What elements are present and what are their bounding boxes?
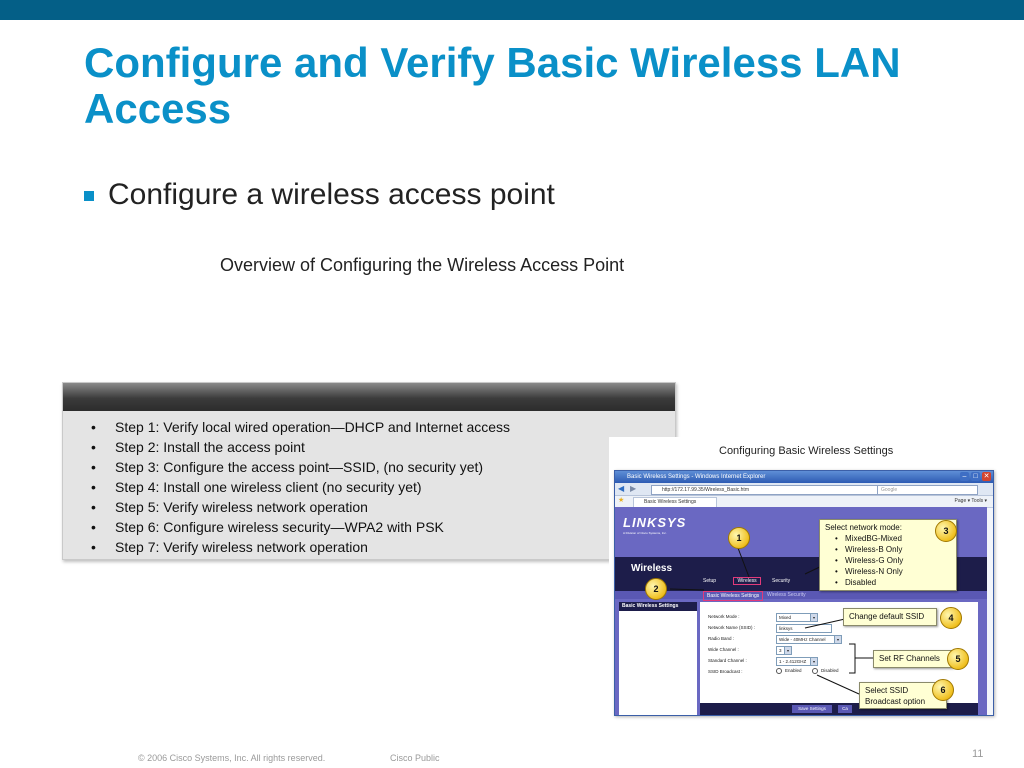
footer-copyright: © 2006 Cisco Systems, Inc. All rights reserved.	[138, 753, 326, 763]
field-label: SSID Broadcast :	[708, 669, 743, 674]
field-value: Mixed	[779, 615, 792, 620]
subtab-basic-wireless[interactable]: Basic Wireless Settings	[703, 591, 763, 601]
steps-panel	[62, 382, 676, 560]
step-badge-2: 2	[645, 578, 667, 600]
bullet-text: Configure a wireless access point	[108, 178, 555, 211]
mode-item: • Wireless-N Only	[845, 566, 951, 577]
maximize-icon[interactable]: □	[971, 472, 980, 481]
field-label: Network Mode :	[708, 614, 740, 619]
field-value: Wide - 40MHz Channel	[779, 637, 826, 642]
step-item: • Step 5: Verify wireless network operation	[115, 497, 675, 517]
callout-line: Select SSID	[865, 686, 909, 695]
minimize-icon[interactable]: –	[960, 472, 969, 481]
top-banner	[0, 0, 1024, 20]
step-badge-6: 6	[932, 679, 954, 701]
left-pane-header: Basic Wireless Settings	[619, 602, 697, 611]
radio-label: Disabled	[821, 668, 839, 674]
ssid-input[interactable]: linksys	[776, 624, 832, 633]
cancel-button[interactable]: Ca	[838, 705, 852, 713]
field-value: 1 - 2.412GHZ	[779, 659, 807, 664]
step-badge-4: 4	[940, 607, 962, 629]
arrow-2	[670, 589, 704, 590]
field-label: Standard Channel :	[708, 658, 747, 663]
save-settings-button[interactable]: Save Settings	[792, 705, 832, 713]
mode-item: • Wireless-G Only	[845, 555, 951, 566]
forward-icon[interactable]: ▶	[630, 484, 637, 493]
field-label: Wide Channel :	[708, 647, 739, 652]
step-item: • Step 4: Install one wireless client (no security yet)	[115, 477, 675, 497]
step-item: • Step 2: Install the access point	[115, 437, 675, 457]
chevron-down-icon: ▾	[834, 636, 841, 643]
section-title: Wireless	[631, 563, 673, 574]
wireless-settings-figure	[609, 437, 999, 721]
arrow-1	[738, 548, 749, 577]
linksys-logo: LINKSYS	[623, 515, 687, 530]
close-icon[interactable]: ✕	[983, 473, 990, 480]
callout-heading: Select network mode:	[825, 523, 902, 532]
callout-ssid: Change default SSID	[843, 608, 937, 626]
figure-title: Overview of Configuring the Wireless Access Point	[220, 255, 625, 275]
field-value: 3	[779, 648, 782, 653]
steps-list	[63, 417, 675, 557]
mode-item: • MixedBG-Mixed	[845, 533, 951, 544]
address-bar[interactable]: http://172.17.99.35/Wireless_Basic.htm	[651, 485, 883, 495]
subtab-wireless-security[interactable]: Wireless Security	[767, 592, 806, 598]
window-title: Basic Wireless Settings - Windows Internet Explorer	[627, 474, 766, 480]
mode-item: • Disabled	[845, 577, 951, 588]
field-label: Radio Band :	[708, 636, 735, 641]
step-badge-3: 3	[935, 520, 957, 542]
step-item: • Step 1: Verify local wired operation—DHCP and Internet access	[115, 417, 675, 437]
step-item: • Step 7: Verify wireless network operation	[115, 537, 675, 557]
steps-panel-header	[63, 383, 675, 411]
mode-list	[825, 533, 951, 588]
back-icon[interactable]: ◀	[618, 484, 625, 493]
bullet-item	[84, 178, 555, 212]
favorites-star-icon[interactable]: ★	[618, 497, 625, 504]
chevron-down-icon: ▾	[784, 647, 791, 654]
step-badge-5: 5	[947, 648, 969, 670]
slide-title: Configure and Verify Basic Wireless LAN Access	[84, 39, 901, 132]
tab-setup[interactable]: Setup	[703, 578, 717, 584]
logo-subtitle: A Division of Cisco Systems, Inc.	[623, 531, 667, 535]
tab-wireless[interactable]: Wireless	[733, 577, 760, 585]
arrow-6	[817, 675, 859, 694]
callout-rf-channels: Set RF Channels	[873, 650, 953, 668]
step-item: • Step 6: Configure wireless security—WPA2 with PSK	[115, 517, 675, 537]
chevron-down-icon: ▾	[810, 658, 817, 665]
callout-line: Broadcast option	[865, 697, 926, 706]
arrow-4	[805, 619, 845, 628]
bracket-5	[849, 644, 873, 673]
search-input[interactable]: Google	[877, 485, 978, 495]
browser-tab[interactable]: Basic Wireless Settings	[633, 497, 717, 508]
figure-caption: Configuring Basic Wireless Settings	[719, 445, 894, 457]
tab-security[interactable]: Security	[772, 578, 791, 584]
tools-menu[interactable]: Page ▾ Tools ▾	[954, 498, 987, 504]
step-item: • Step 3: Configure the access point—SSID, (no security yet)	[115, 457, 675, 477]
mode-item: • Wireless-B Only	[845, 544, 951, 555]
field-label: Network Name (SSID) :	[708, 625, 756, 630]
square-bullet-icon	[84, 191, 94, 201]
step-badge-1: 1	[728, 527, 750, 549]
chevron-down-icon: ▾	[810, 614, 817, 621]
page-number: 11	[972, 748, 984, 760]
radio-label: Enabled	[785, 668, 802, 674]
footer-classification: Cisco Public	[390, 753, 440, 763]
